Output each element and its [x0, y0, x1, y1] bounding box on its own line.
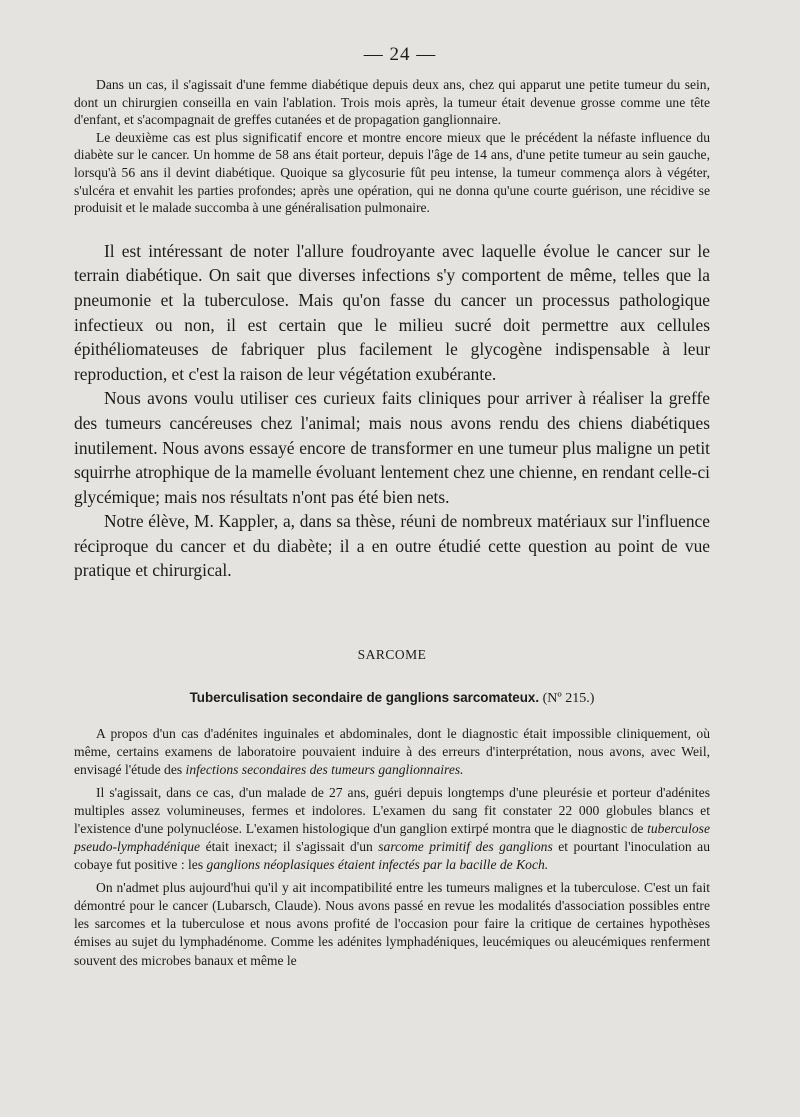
sarcome-paragraph-2 — [74, 784, 710, 875]
section-title: SARCOME — [357, 647, 427, 663]
main-paragraph-3: Notre élève, M. Kappler, a, dans sa thèse, réuni de nombreux matériaux sur l'influence réciproque du cancer et du diabète; il a en outre étudié cette question au point de vue pratique et chirurgical. — [74, 511, 710, 581]
page-number: — 24 — — [363, 44, 437, 65]
text-run: et pourtant l'inoculation au cobaye fut positive : les — [74, 839, 710, 873]
text-run: était inexact; il s'agissait d'un — [200, 839, 379, 855]
subheading-title: Tuberculisation secondaire de ganglions sarcomateux. — [189, 690, 540, 706]
subheading — [74, 690, 710, 707]
italic-run: sarcome primitif des ganglions — [378, 839, 553, 855]
italic-run: tuberculose pseudo-lymphadénique — [74, 821, 710, 855]
intro-section — [74, 76, 710, 217]
italic-run: ganglions néoplasiques étaient infectés par la bacille de Koch. — [206, 857, 549, 873]
page-content — [74, 76, 710, 974]
italic-run: infections secondaires des tumeurs ganglionnaires. — [185, 762, 464, 778]
intro-paragraph-2: Le deuxième cas est plus significatif encore et montre encore mieux que le précédent la néfaste influence du diabète sur le cancer. Un homme de 58 ans était porteur, depuis l'âge de 14 ans, d'une petite tumeur au sein gauche, lorsqu'à 56 ans il devint diabétique. Quoique sa glycosurie fût peu intense, la tumeur commença alors à végéter, s'ulcéra et envahit les parties profondes; après une opération, qui ne donna qu'une courte guérison, une récidive se produisit et le malade succomba à une généralisation pulmonaire. — [74, 129, 710, 216]
main-section — [74, 239, 710, 583]
intro-paragraph-1: Dans un cas, il s'agissait d'une femme diabétique depuis deux ans, chez qui apparut une petite tumeur du sein, dont un chirurgien conseilla en vain l'ablation. Trois mois après, la tumeur était devenue grosse comme une tête d'enfant, et s'acompagnait de greffes cutanées et de propagation ganglionnaire. — [74, 77, 710, 128]
subheading-ref: (Nº 215.) — [539, 691, 595, 707]
sarcome-paragraph-1 — [74, 725, 710, 780]
sarcome-section — [74, 725, 710, 970]
main-paragraph-2: Nous avons voulu utiliser ces curieux faits cliniques pour arriver à réaliser la greffe des tumeurs cancéreuses chez l'animal; mais nous avons rendu des chiens diabétiques inutilement. Nous avons essayé encore de transformer en une tumeur plus maligne un petit squirrhe atrophique de la mamelle évoluant lentement chez une chienne, en rendant celle-ci glycémique; mais nos résultats n'ont pas été bien nets. — [74, 388, 710, 507]
text-run: A propos d'un cas d'adénites inguinales et abdominales, dont le diagnostic était impossible cliniquement, où même, certains examens de laboratoire pouvaient induire à des erreurs d'interprétation, nous avons, avec Weil, envisagé l'étude des — [74, 726, 710, 778]
main-paragraph-1: Il est intéressant de noter l'allure foudroyante avec laquelle évolue le cancer sur le terrain diabétique. On sait que diverses infections s'y comportent de même, telles que la pneumonie et la tuberculose. Mais qu'on fasse du cancer un processus pathologique infectieux ou non, il est certain que le milieu sucré doit permettre aux cellules épithéliomateuses de fabriquer plus facilement le glycogène indispensable à leur reproduction, et c'est la raison de leur végétation exubérante. — [74, 240, 710, 384]
text-run: Il s'agissait, dans ce cas, d'un malade de 27 ans, guéri depuis longtemps d'une pleurésie et porteur d'adénites multiples assez volumineuses, fermes et indolores. L'examen du sang fit constater 22 000 globules blancs et l'existence d'une polynucléose. L'examen histologique d'un ganglion extirpé montra que le diagnostic de — [74, 784, 710, 837]
sarcome-paragraph-3: On n'admet plus aujourd'hui qu'il y ait incompatibilité entre les tumeurs malignes et la tuberculose. C'est un fait démontré pour le cancer (Lubarsch, Claude). Nous avons passé en revue les modalités d'association possibles entre les sarcomes et la tuberculose et nous avons profité de l'occasion pour faire la critique de certaines hypothèses émises au sujet du lymphadénome. Comme les adénites lymphadéniques, leucémiques ou aleucémiques renferment souvent des microbes banaux et même le — [74, 879, 710, 968]
